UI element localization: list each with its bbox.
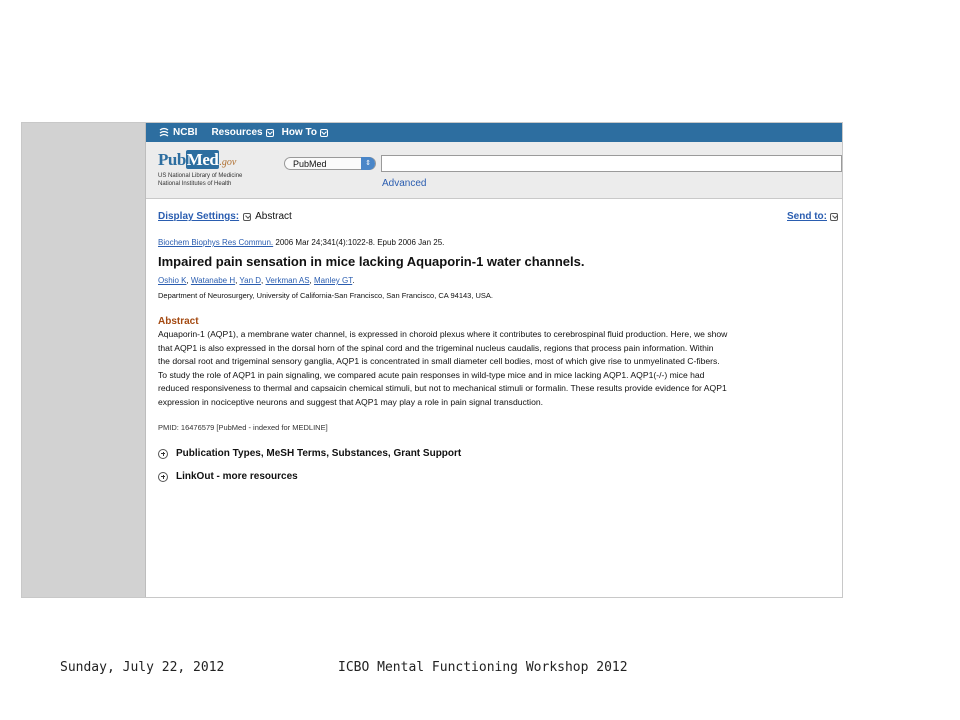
article-content (158, 211, 838, 482)
footer-event: ICBO Mental Functioning Workshop 2012 (338, 660, 628, 675)
how-to-menu[interactable] (282, 127, 328, 138)
chevron-down-icon (266, 129, 274, 137)
affiliation: Department of Neurosurgery, University of California-San Francisco, San Francisco, CA 94143, USA. (158, 291, 494, 300)
author-link[interactable]: Manley GT (313, 276, 353, 285)
linkout-label: LinkOut - more resources (176, 471, 298, 482)
logo-pub: Pub (158, 150, 186, 169)
author-link[interactable]: Yan D (239, 276, 262, 285)
abstract-line: reduced responsiveness to thermal and capsaicin chemical stimuli, but not to mechanical stimuli or formalin. These results provide evidence for AQP1 (158, 383, 727, 393)
linkout-expander[interactable] (158, 471, 838, 482)
pmid-line: PMID: 16476579 [PubMed - indexed for MEDLINE] (158, 423, 328, 432)
abstract-line: Aquaporin-1 (AQP1), a membrane water channel, is expressed in choroid plexus where it contributes to cerebrospinal fluid production. Here, we show (158, 329, 728, 339)
database-select-value: PubMed (293, 159, 327, 169)
author-list: Oshio K, Watanabe H, Yan D, Verkman AS, Manley GT. (158, 276, 355, 285)
author-link[interactable]: Watanabe H (190, 276, 236, 285)
select-arrows-icon: ⇕ (361, 157, 375, 170)
chevron-down-icon (320, 129, 328, 137)
chevron-down-icon[interactable] (243, 213, 251, 221)
resources-label: Resources (211, 127, 263, 138)
author-link[interactable]: Oshio K (158, 276, 187, 285)
abstract-heading: Abstract (158, 316, 199, 327)
publication-types-label: Publication Types, MeSH Terms, Substances, Grant Support (176, 448, 462, 459)
database-select[interactable] (284, 157, 376, 170)
publication-types-expander[interactable] (158, 448, 838, 459)
how-to-label: How To (281, 127, 317, 138)
footer-date: Sunday, July 22, 2012 (60, 660, 225, 675)
logo-med: Med (186, 150, 219, 169)
abstract-text (158, 328, 838, 409)
send-to-menu[interactable] (787, 211, 838, 222)
chevron-down-icon (830, 213, 838, 221)
pubmed-screenshot (21, 122, 843, 598)
left-gray-panel (22, 123, 146, 597)
display-format-value: Abstract (255, 211, 292, 222)
send-to-label: Send to: (787, 211, 827, 222)
plus-circle-icon (158, 472, 168, 482)
ncbi-logo-icon (158, 127, 170, 139)
pubmed-logo[interactable] (158, 150, 242, 188)
logo-library-line: US National Library of Medicine (158, 173, 243, 179)
ncbi-top-bar (146, 123, 842, 142)
article-title: Impaired pain sensation in mice lacking Aquaporin-1 water channels. (158, 254, 585, 269)
abstract-line: To study the role of AQP1 in pain signaling, we compared acute pain responses in wild-type mice and in mice lacking AQP1. AQP1(-/-) mice had (158, 369, 705, 380)
plus-circle-icon (158, 449, 168, 459)
search-input[interactable] (381, 155, 842, 172)
resources-menu[interactable] (211, 127, 273, 138)
ncbi-label: NCBI (173, 127, 198, 138)
journal-link[interactable]: Biochem Biophys Res Commun. (158, 238, 274, 247)
display-settings-row (158, 211, 838, 222)
logo-nih-line: National Institutes of Health (158, 181, 232, 187)
citation-line (158, 238, 838, 247)
abstract-line: that AQP1 is also expressed in the dorsal horn of the spinal cord and the trigeminal nucleus caudalis, regions that process pain information. Within (158, 342, 714, 353)
author-link[interactable]: Verkman AS (265, 276, 310, 285)
advanced-search-link[interactable]: Advanced (382, 178, 427, 189)
abstract-line: expression in nociceptive neurons and suggest that AQP1 may play a role in pain signal transduction. (158, 396, 544, 407)
display-settings-link[interactable]: Display Settings: (158, 211, 240, 222)
ncbi-home-link[interactable] (158, 127, 197, 139)
abstract-line: the dorsal root and trigeminal sensory ganglia, AQP1 is concentrated in small diameter cell bodies, most of which give rise to unmyelinated C-fibers. (158, 356, 720, 366)
citation-details: 2006 Mar 24;341(4):1022-8. Epub 2006 Jan 25. (273, 238, 445, 247)
search-band (146, 142, 842, 199)
logo-gov: .gov (219, 157, 237, 168)
